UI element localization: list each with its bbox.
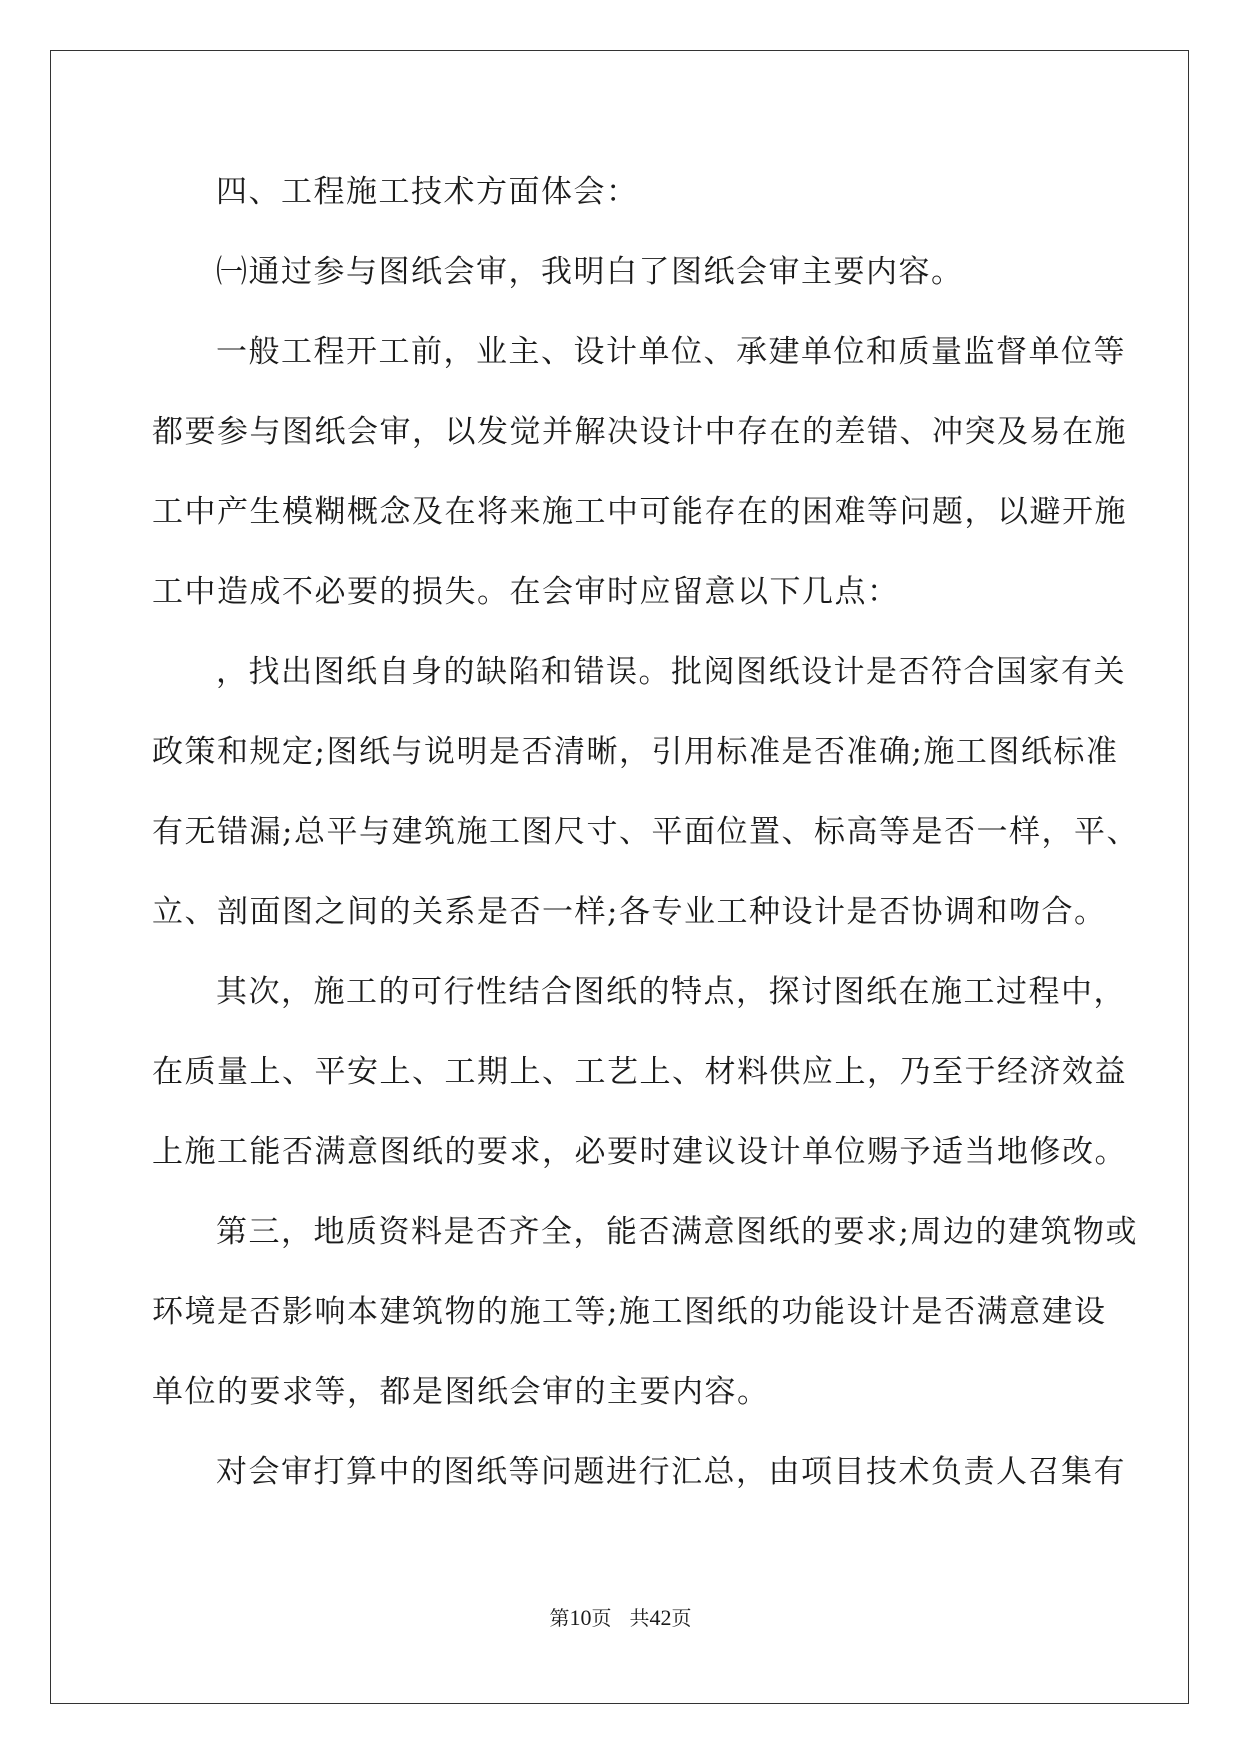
- paragraph-line: 有无错漏;总平与建筑施工图尺寸、平面位置、标高等是否一样，平、: [152, 814, 1139, 850]
- paragraph-line: 其次，施工的可行性结合图纸的特点，探讨图纸在施工过程中，: [216, 974, 1126, 1010]
- total-prefix: 共: [629, 1608, 650, 1630]
- page-suffix: 页: [591, 1608, 612, 1630]
- paragraph-line: 对会审打算中的图纸等问题进行汇总，由项目技术负责人召集有: [216, 1454, 1126, 1490]
- paragraph-line: 第三，地质资料是否齐全，能否满意图纸的要求;周边的建筑物或: [216, 1214, 1138, 1250]
- subsection-heading: ㈠通过参与图纸会审，我明白了图纸会审主要内容。: [216, 254, 964, 290]
- paragraph-line: 上施工能否满意图纸的要求，必要时建议设计单位赐予适当地修改。: [152, 1134, 1127, 1170]
- paragraph-line: 单位的要求等，都是图纸会审的主要内容。: [152, 1374, 770, 1410]
- page-prefix: 第: [549, 1608, 570, 1630]
- section-heading: 四、工程施工技术方面体会：: [216, 174, 639, 210]
- paragraph-line: ，找出图纸自身的缺陷和错误。批阅图纸设计是否符合国家有关: [216, 654, 1126, 690]
- page-number: 10: [569, 1605, 592, 1630]
- paragraph-line: 都要参与图纸会审，以发觉并解决设计中存在的差错、冲突及易在施: [152, 414, 1127, 450]
- paragraph-line: 环境是否影响本建筑物的施工等;施工图纸的功能设计是否满意建设: [152, 1294, 1107, 1330]
- paragraph-line: 政策和规定;图纸与说明是否清晰，引用标准是否准确;施工图纸标准: [152, 734, 1119, 770]
- paragraph-line: 工中产生模糊概念及在将来施工中可能存在的困难等问题，以避开施: [152, 494, 1127, 530]
- paragraph-line: 在质量上、平安上、工期上、工艺上、材料供应上，乃至于经济效益: [152, 1054, 1127, 1090]
- paragraph-line: 立、剖面图之间的关系是否一样;各专业工种设计是否协调和吻合。: [152, 894, 1107, 930]
- paragraph-line: 工中造成不必要的损失。在会审时应留意以下几点：: [152, 574, 900, 610]
- paragraph-line: 一般工程开工前，业主、设计单位、承建单位和质量监督单位等: [216, 334, 1126, 370]
- total-suffix: 页: [671, 1608, 692, 1630]
- page-footer: [0, 1602, 1241, 1631]
- total-pages: 42: [649, 1605, 672, 1630]
- document-body: [152, 160, 1139, 1520]
